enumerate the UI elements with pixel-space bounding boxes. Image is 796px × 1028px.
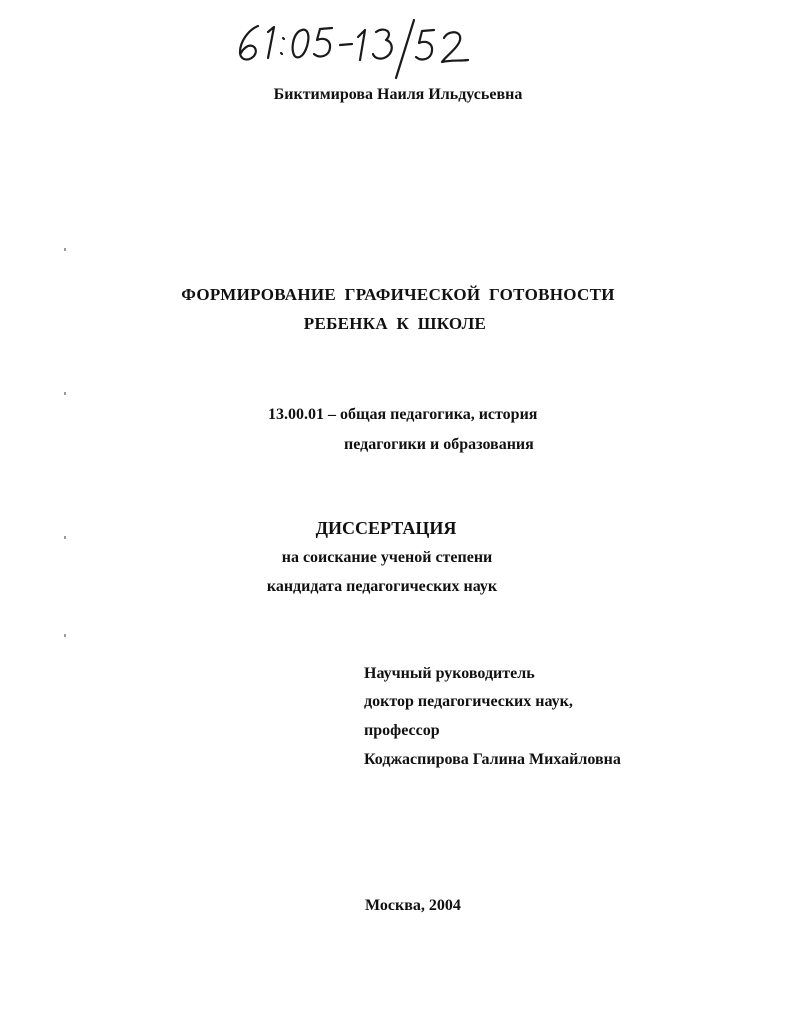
supervisor-degree: доктор педагогических наук,: [364, 693, 573, 710]
degree-line-2: кандидата педагогических наук: [266, 578, 498, 595]
handwritten-code-drawing: [228, 8, 478, 83]
supervisor-name: Коджаспирова Галина Михайловна: [364, 751, 621, 768]
handwritten-catalog-number: [228, 8, 478, 83]
scan-mark: [64, 248, 66, 251]
title-line-2: РЕБЕНКА К ШКОЛЕ: [303, 314, 487, 333]
scan-mark: [64, 536, 66, 539]
scan-mark: [64, 392, 66, 395]
supervisor-role: Научный руководитель: [364, 665, 535, 682]
specialty-line-1: 13.00.01 – общая педагогика, история: [268, 406, 538, 423]
supervisor-title: профессор: [364, 722, 440, 739]
dissertation-heading: ДИССЕРТАЦИЯ: [315, 518, 457, 538]
degree-line-1: на соискание ученой степени: [281, 549, 493, 566]
scan-mark: [64, 634, 66, 637]
specialty-line-2: педагогики и образования: [344, 436, 534, 453]
place-and-year: Москва, 2004: [365, 897, 461, 914]
author-name: Биктимирова Наиля Ильдусьевна: [273, 86, 523, 103]
title-line-1: ФОРМИРОВАНИЕ ГРАФИЧЕСКОЙ ГОТОВНОСТИ: [181, 285, 615, 304]
